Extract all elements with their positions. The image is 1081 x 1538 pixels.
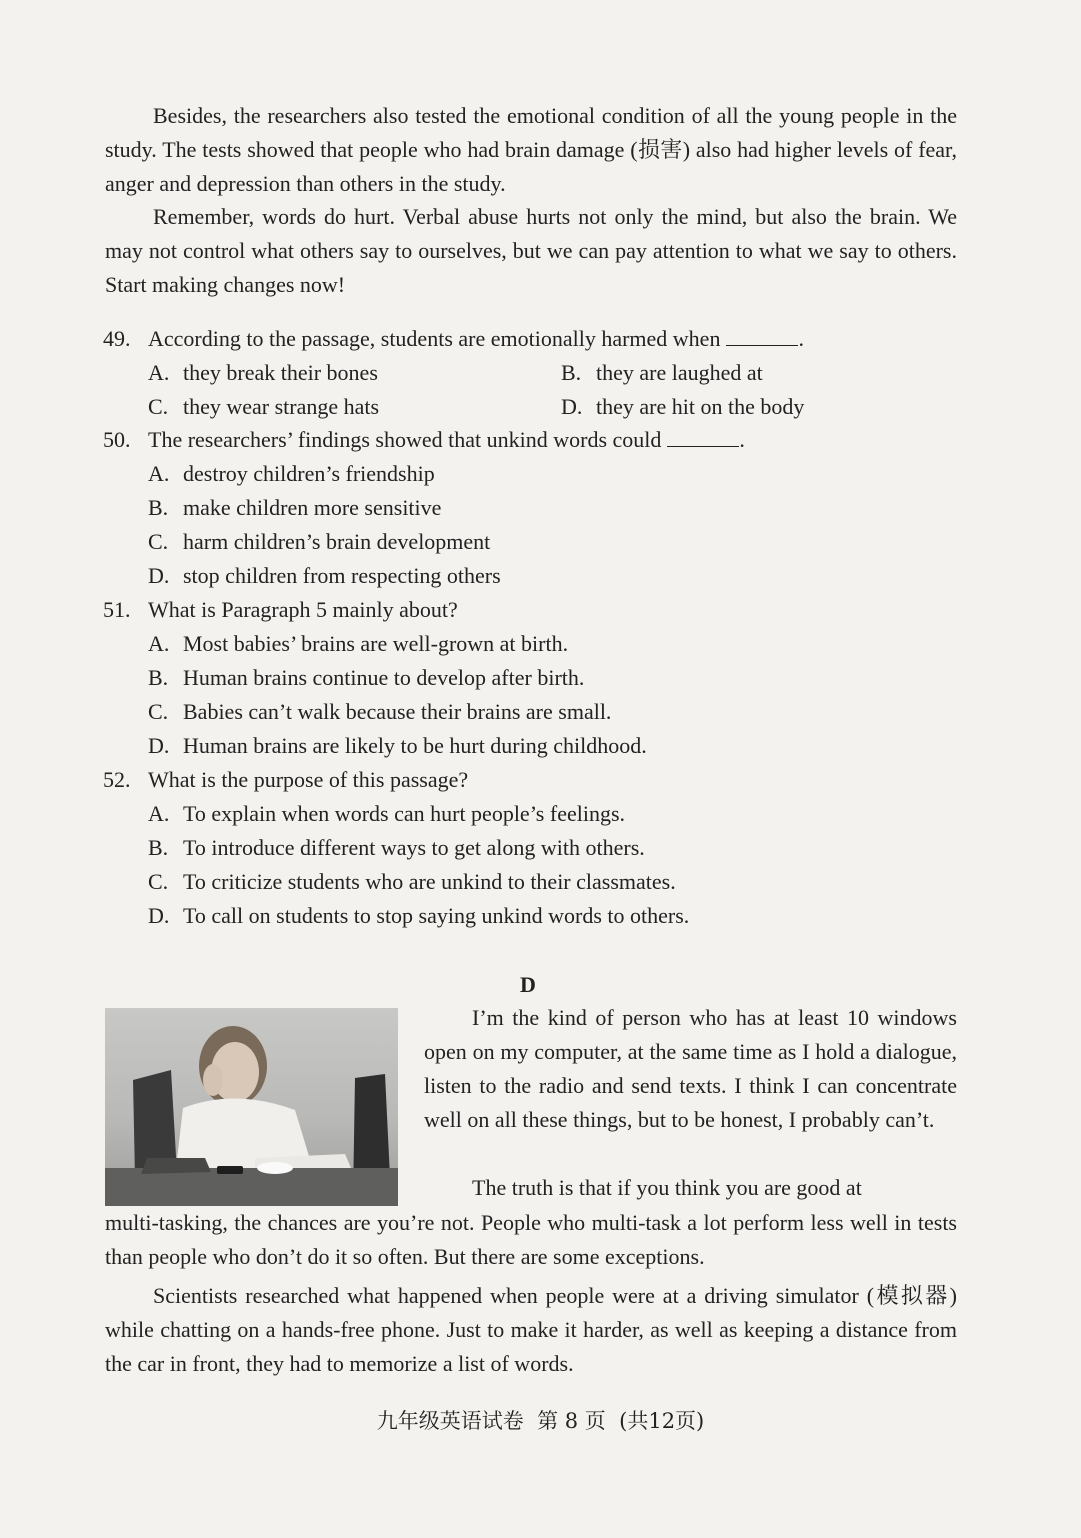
paragraph-driving-simulator: Scientists researched what happened when people were at a driving simulator (模拟器) while chatting on a hands-free phone. Just to make it harder, as well as keeping a distance from the car in front, they had to memorize a list of words.	[105, 1283, 957, 1376]
option-52-a: A. To explain when words can hurt people’s feelings.	[148, 801, 626, 826]
option-50-c: C. harm children’s brain development	[148, 529, 491, 554]
photo-illustration	[105, 1008, 398, 1206]
hand-with-phone	[203, 1064, 223, 1096]
option-50-d: D. stop children from respecting others	[148, 563, 501, 588]
woman-multitasking-photo	[105, 1008, 398, 1206]
answer-blank	[667, 426, 739, 447]
question-number: 50.	[103, 427, 131, 452]
option-49-c: C. they wear strange hats	[148, 394, 380, 419]
option-52-b: B. To introduce different ways to get along with others.	[148, 835, 645, 860]
question-stem: What is the purpose of this passage?	[148, 767, 469, 792]
option-50-a: A. destroy children’s friendship	[148, 461, 435, 486]
paragraph-multitasking: multi-tasking, the chances are you’re not. People who multi-task a lot perform less well in tests than people who don’t do it so often. But there are some exceptions.	[105, 1210, 957, 1269]
answer-blank	[726, 325, 798, 346]
question-number: 49.	[103, 326, 131, 351]
paragraph-words-hurt: Remember, words do hurt. Verbal abuse hurts not only the mind, but also the brain. We may not control what others say to ourselves, but we can pay attention to what we say to others. Start making changes now!	[105, 204, 957, 297]
option-52-d: D. To call on students to stop saying unkind words to others.	[148, 903, 690, 928]
option-49-a: A. they break their bones	[148, 360, 378, 385]
option-51-a: A. Most babies’ brains are well-grown at birth.	[148, 631, 569, 656]
question-end: .	[739, 427, 745, 452]
question-end: .	[798, 326, 804, 351]
question-51	[103, 593, 458, 627]
question-stem: The researchers’ findings showed that unkind words could	[148, 427, 662, 452]
section-heading: D	[520, 972, 536, 997]
paragraph-truth-start: The truth is that if you think you are good at	[472, 1175, 862, 1200]
phone-icon	[217, 1166, 243, 1174]
option-52-c: C. To criticize students who are unkind to their classmates.	[148, 869, 676, 894]
paragraph-windows-open: I’m the kind of person who has at least 10 windows open on my computer, at the same time as I hold a dialogue, listen to the radio and send texts. I think I can concentrate well on all these things, but to be honest, I probably can’t.	[424, 1005, 957, 1132]
question-49	[103, 322, 804, 356]
paragraph-brain-damage: Besides, the researchers also tested the emotional condition of all the young people in the study. The tests showed that people who had brain damage (损害) also had higher levels of fear, anger and depression than others in the study.	[105, 103, 957, 196]
option-49-d: D. they are hit on the body	[561, 394, 805, 419]
question-number: 51.	[103, 597, 131, 622]
question-stem: What is Paragraph 5 mainly about?	[148, 597, 458, 622]
option-50-b: B. make children more sensitive	[148, 495, 442, 520]
question-52	[103, 763, 468, 797]
question-stem: According to the passage, students are emotionally harmed when	[148, 326, 721, 351]
laptop	[141, 1158, 211, 1174]
question-number: 52.	[103, 767, 131, 792]
cup-icon	[257, 1162, 293, 1174]
option-51-c: C. Babies can’t walk because their brains are small.	[148, 699, 612, 724]
option-51-d: D. Human brains are likely to be hurt during childhood.	[148, 733, 647, 758]
option-49-b: B. they are laughed at	[561, 360, 763, 385]
question-50	[103, 423, 745, 457]
option-51-b: B. Human brains continue to develop after birth.	[148, 665, 585, 690]
page-footer: 九年级英语试卷 第 8 页 (共12页)	[376, 1409, 705, 1433]
